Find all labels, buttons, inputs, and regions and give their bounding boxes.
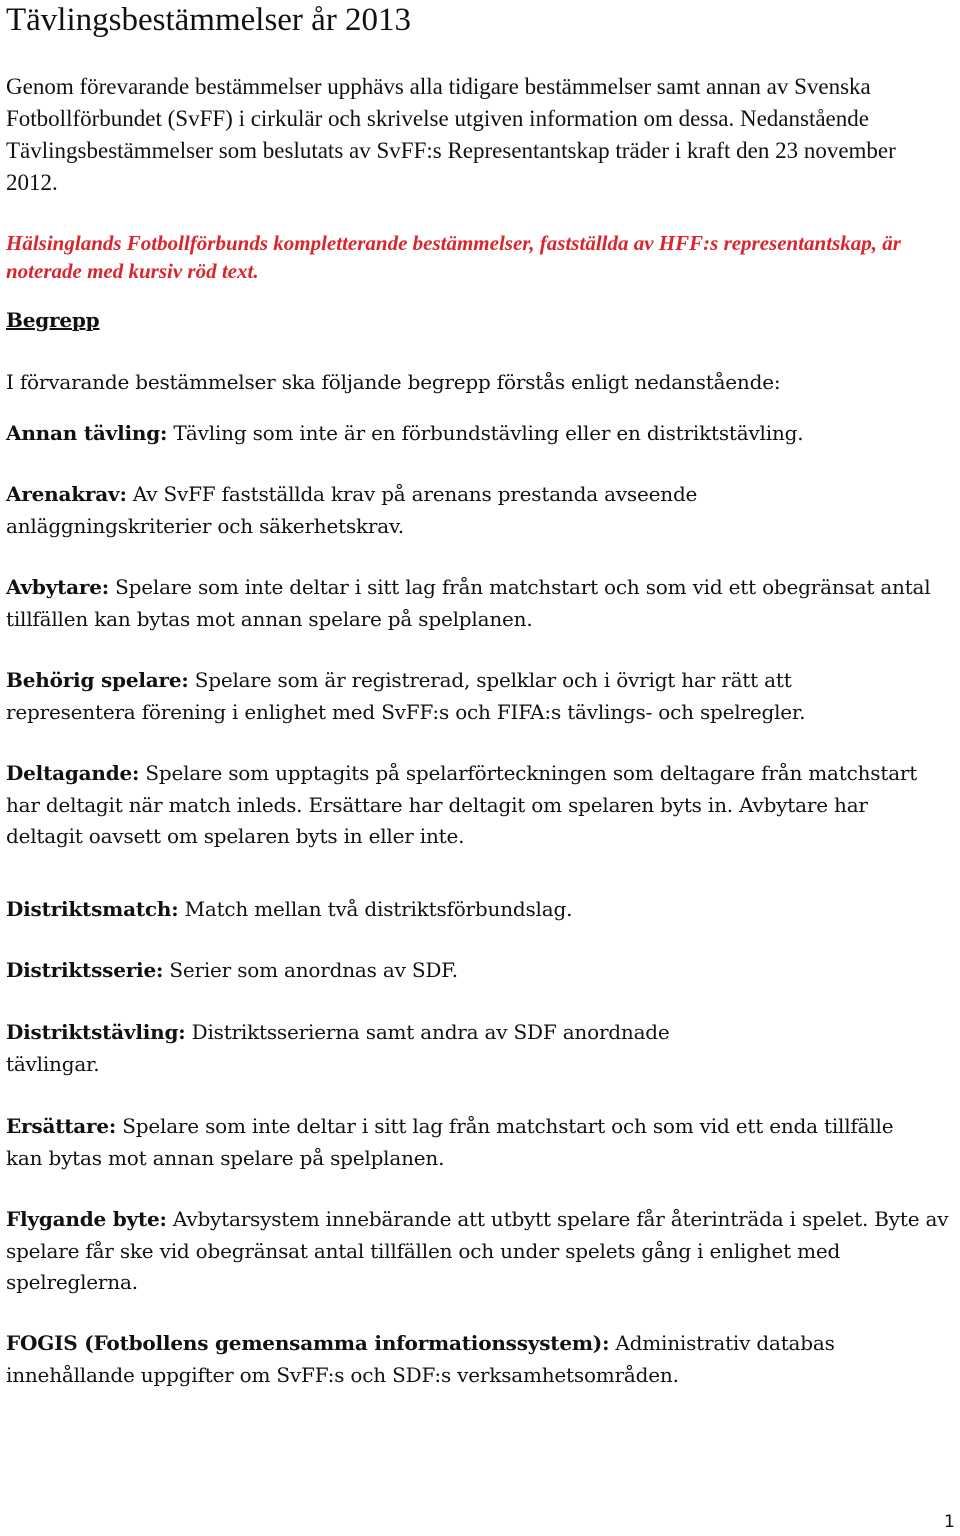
red-note: Hälsinglands Fotbollförbunds kompletterande bestämmelser, fastställda av HFF:s representantskap, är noterade med kursiv röd text. [6,231,901,283]
definition-text: Match mellan två distriktsförbundslag. [184,897,573,921]
definition-item [6,479,806,542]
definition-term: Distriktsmatch: [6,897,179,921]
definition-term: Distriktsserie: [6,958,164,982]
section-heading: Begrepp [6,308,100,332]
definition-item [6,894,946,926]
definition-item [6,1204,956,1299]
definition-text: Serier som anordnas av SDF. [169,958,458,982]
definition-term: Avbytare: [6,575,109,599]
definition-term: Arenakrav: [6,482,127,506]
document-title: Tävlingsbestämmelser år 2013 [6,2,412,38]
definition-text: Spelare som inte deltar i sitt lag från matchstart och som vid ett obegränsat antal tillfällen kan bytas mot annan spelare på spelplanen. [6,575,931,631]
definition-term: Annan tävling: [6,421,168,445]
definition-text: Avbytarsystem innebärande att utbytt spelare får återinträda i spelet. Byte av spelare får ske vid obegränsat antal tillfällen och under spelets gång i enlighet med spelreglerna. [6,1207,949,1294]
definition-text: Administrativ databas innehållande uppgifter om SvFF:s och SDF:s verksamhetsområden. [6,1331,835,1387]
definition-text: Spelare som är registrerad, spelklar och i övrigt har rätt att representera förening i enlighet med SvFF:s och FIFA:s tävlings- och spelregler. [6,668,806,724]
definition-text: Distriktsserierna samt andra av SDF anordnade tävlingar. [6,1020,670,1076]
definition-term: Deltagande: [6,761,140,785]
definition-item [6,1111,906,1174]
definition-text: Spelare som inte deltar i sitt lag från matchstart och som vid ett enda tillfälle kan bytas mot annan spelare på spelplanen. [6,1114,894,1170]
definition-item [6,665,896,728]
definition-term: Behörig spelare: [6,668,189,692]
definition-text: Av SvFF fastställda krav på arenans prestanda avseende anläggningskriterier och säkerhetskrav. [6,482,698,538]
definition-item [6,1017,766,1080]
section-intro: I förvarande bestämmelser ska följande begrepp förstås enligt nedanstående: [6,370,781,394]
page-number: 1 [944,1512,955,1532]
definition-text: Spelare som upptagits på spelarförteckningen som deltagare från matchstart har deltagit när match inleds. Ersättare har deltagit om spelaren byts in. Avbytare har deltagit oavsett om spelaren byts in eller inte. [6,761,918,848]
definition-item [6,572,956,635]
definition-term: Ersättare: [6,1114,117,1138]
definition-item [6,758,941,853]
definition-item [6,955,946,987]
definition-item [6,418,946,450]
definition-term: Distriktstävling: [6,1020,186,1044]
definition-item [6,1328,926,1391]
intro-paragraph: Genom förevarande bestämmelser upphävs alla tidigare bestämmelser samt annan av Svenska Fotbollförbundet (SvFF) i cirkulär och skrivelse utgiven information om dessa. Nedanstående Tävlingsbestämmelser som beslutats av SvFF:s Representantskap träder i kraft den 23 november 2012. [6,74,896,195]
definition-term: FOGIS (Fotbollens gemensamma informationssystem): [6,1331,610,1355]
definition-text: Tävling som inte är en förbundstävling eller en distriktstävling. [173,421,804,445]
definition-term: Flygande byte: [6,1207,167,1231]
